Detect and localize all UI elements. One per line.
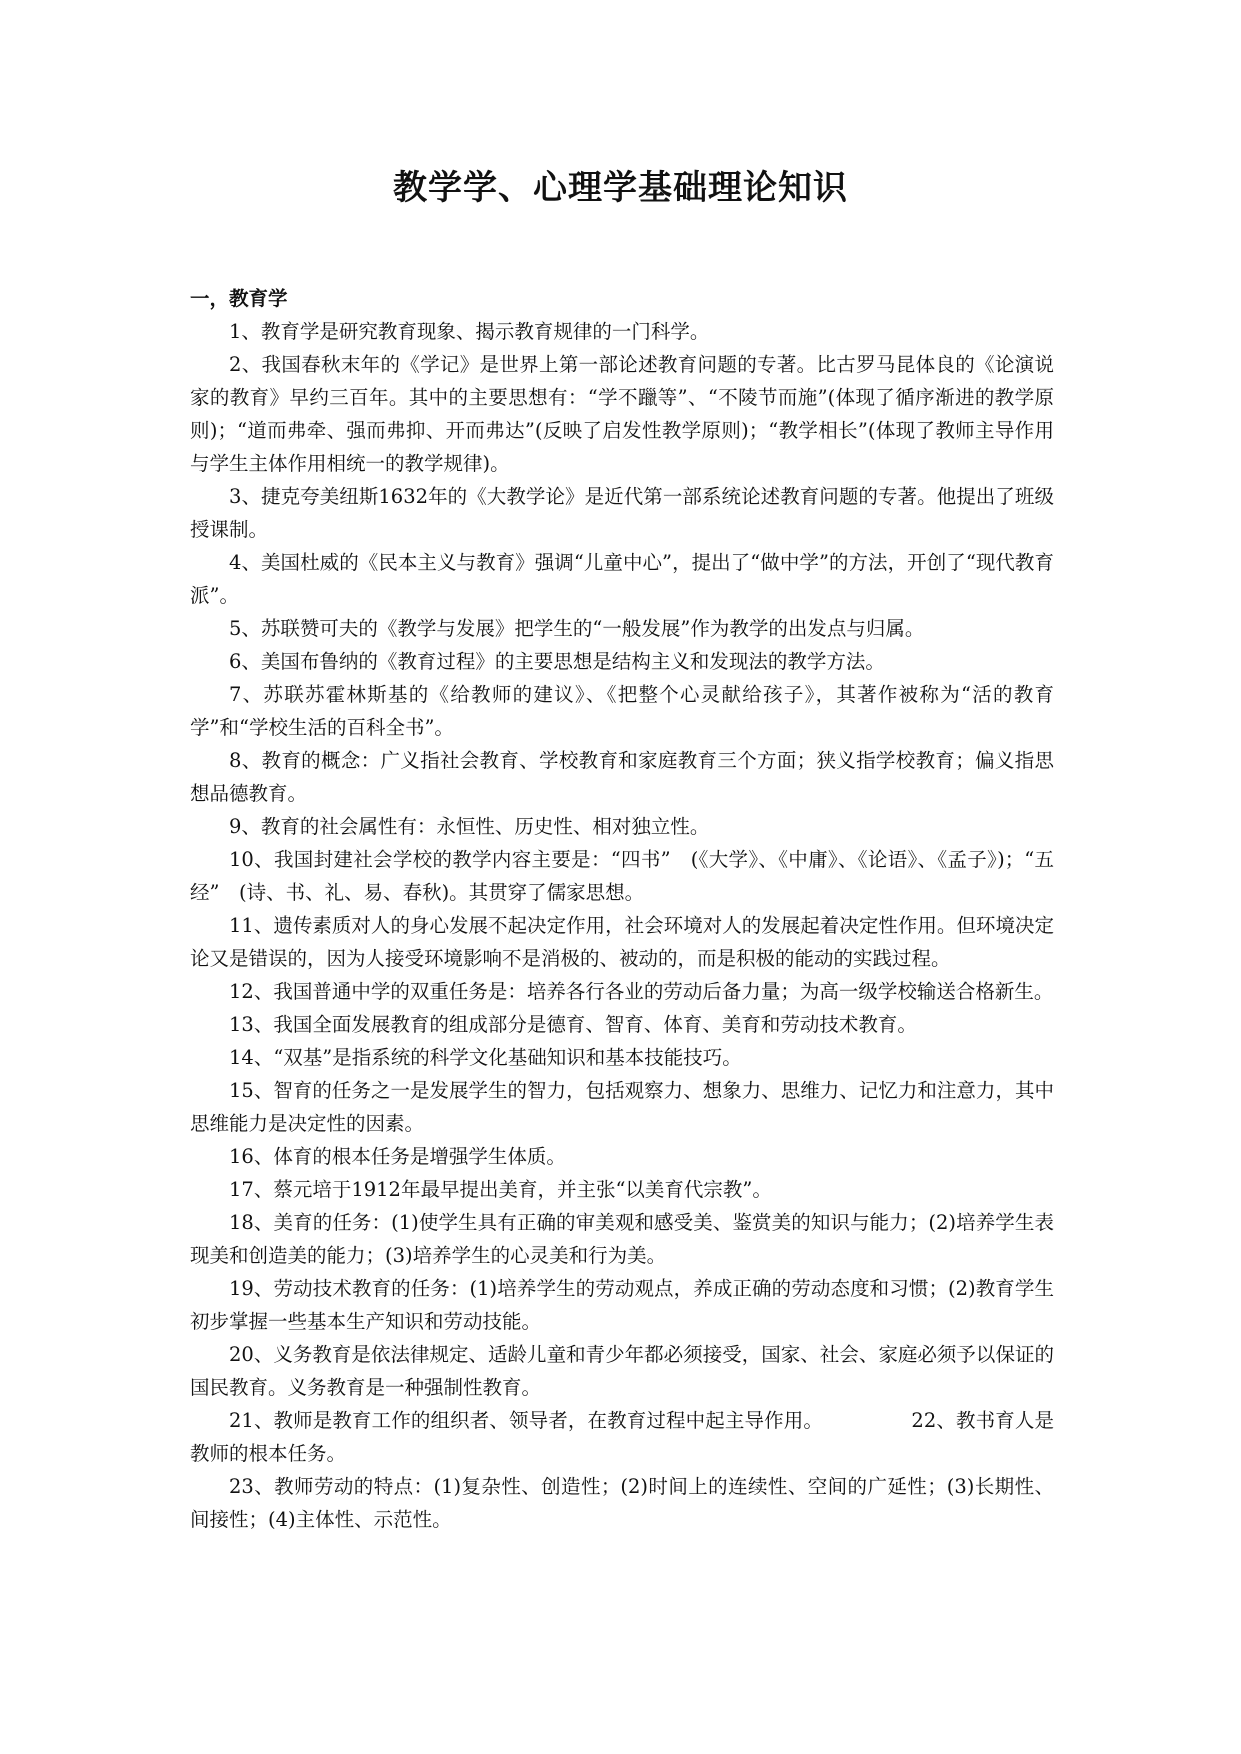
paragraph-10: 10、我国封建社会学校的教学内容主要是：“四书” (《大学》、《中庸》、《论语》、《孟子》)；“五经” (诗、书、礼、易、春秋)。其贯穿了儒家思想。 bbox=[190, 848, 1054, 904]
paragraph-5: 5、苏联赞可夫的《教学与发展》把学生的“一般发展”作为教学的出发点与归属。 bbox=[229, 617, 925, 640]
paragraph-17: 17、蔡元培于1912年最早提出美育，并主张“以美育代宗教”。 bbox=[229, 1178, 772, 1201]
paragraph-8: 8、教育的概念：广义指社会教育、学校教育和家庭教育三个方面；狭义指学校教育；偏义指思想品德教育。 bbox=[190, 749, 1054, 805]
paragraph-15: 15、智育的任务之一是发展学生的智力，包括观察力、想象力、思维力、记忆力和注意力，其中思维能力是决定性的因素。 bbox=[190, 1079, 1054, 1135]
paragraph-16: 16、体育的根本任务是增强学生体质。 bbox=[229, 1145, 566, 1168]
paragraph-11: 11、遗传素质对人的身心发展不起决定作用，社会环境对人的发展起着决定性作用。但环境决定论又是错误的，因为人接受环境影响不是消极的、被动的，而是积极的能动的实践过程。 bbox=[190, 914, 1054, 970]
paragraph-14: 14、“双基”是指系统的科学文化基础知识和基本技能技巧。 bbox=[229, 1046, 742, 1069]
paragraph-21: 21、教师是教育工作的组织者、领导者，在教育过程中起主导作用。 22、教书育人是教师的根本任务。 bbox=[190, 1409, 1054, 1465]
paragraph-13: 13、我国全面发展教育的组成部分是德育、智育、体育、美育和劳动技术教育。 bbox=[229, 1013, 917, 1036]
section-heading: 一，教育学 bbox=[190, 287, 288, 310]
page-title: 教学学、心理学基础理论知识 bbox=[393, 168, 848, 208]
paragraph-18: 18、美育的任务：(1)使学生具有正确的审美观和感受美、鉴赏美的知识与能力；(2)培养学生表现美和创造美的能力；(3)培养学生的心灵美和行为美。 bbox=[190, 1211, 1054, 1267]
document-body bbox=[190, 282, 1054, 1536]
paragraph-2: 2、我国春秋末年的《学记》是世界上第一部论述教育问题的专著。比古罗马昆体良的《论演说家的教育》早约三百年。其中的主要思想有：“学不躐等”、“不陵节而施”(体现了循序渐进的教学原则)；“道而弗牵、强而弗抑、开而弗达”(反映了启发性教学原则)；“教学相长”(体现了教师主导作用与学生主体作用相统一的教学规律)。 bbox=[190, 353, 1054, 475]
paragraph-9: 9、教育的社会属性有：永恒性、历史性、相对独立性。 bbox=[229, 815, 710, 838]
paragraph-3: 3、捷克夸美纽斯1632年的《大教学论》是近代第一部系统论述教育问题的专著。他提出了班级授课制。 bbox=[190, 485, 1054, 541]
paragraph-19: 19、劳动技术教育的任务：(1)培养学生的劳动观点，养成正确的劳动态度和习惯；(2)教育学生初步掌握一些基本生产知识和劳动技能。 bbox=[190, 1277, 1054, 1333]
paragraph-12: 12、我国普通中学的双重任务是：培养各行各业的劳动后备力量；为高一级学校输送合格新生。 bbox=[229, 980, 1054, 1003]
paragraph-23: 23、教师劳动的特点：(1)复杂性、创造性；(2)时间上的连续性、空间的广延性；(3)长期性、间接性；(4)主体性、示范性。 bbox=[190, 1475, 1054, 1531]
paragraph-4: 4、美国杜威的《民本主义与教育》强调“儿童中心”，提出了“做中学”的方法，开创了“现代教育派”。 bbox=[190, 551, 1054, 607]
paragraph-20: 20、义务教育是依法律规定、适龄儿童和青少年都必须接受，国家、社会、家庭必须予以保证的国民教育。义务教育是一种强制性教育。 bbox=[190, 1343, 1054, 1399]
paragraph-1: 1、教育学是研究教育现象、揭示教育规律的一门科学。 bbox=[229, 320, 710, 343]
paragraph-7: 7、苏联苏霍林斯基的《给教师的建议》、《把整个心灵献给孩子》，其著作被称为“活的教育学”和“学校生活的百科全书”。 bbox=[190, 683, 1054, 739]
paragraph-6: 6、美国布鲁纳的《教育过程》的主要思想是结构主义和发现法的教学方法。 bbox=[229, 650, 885, 673]
